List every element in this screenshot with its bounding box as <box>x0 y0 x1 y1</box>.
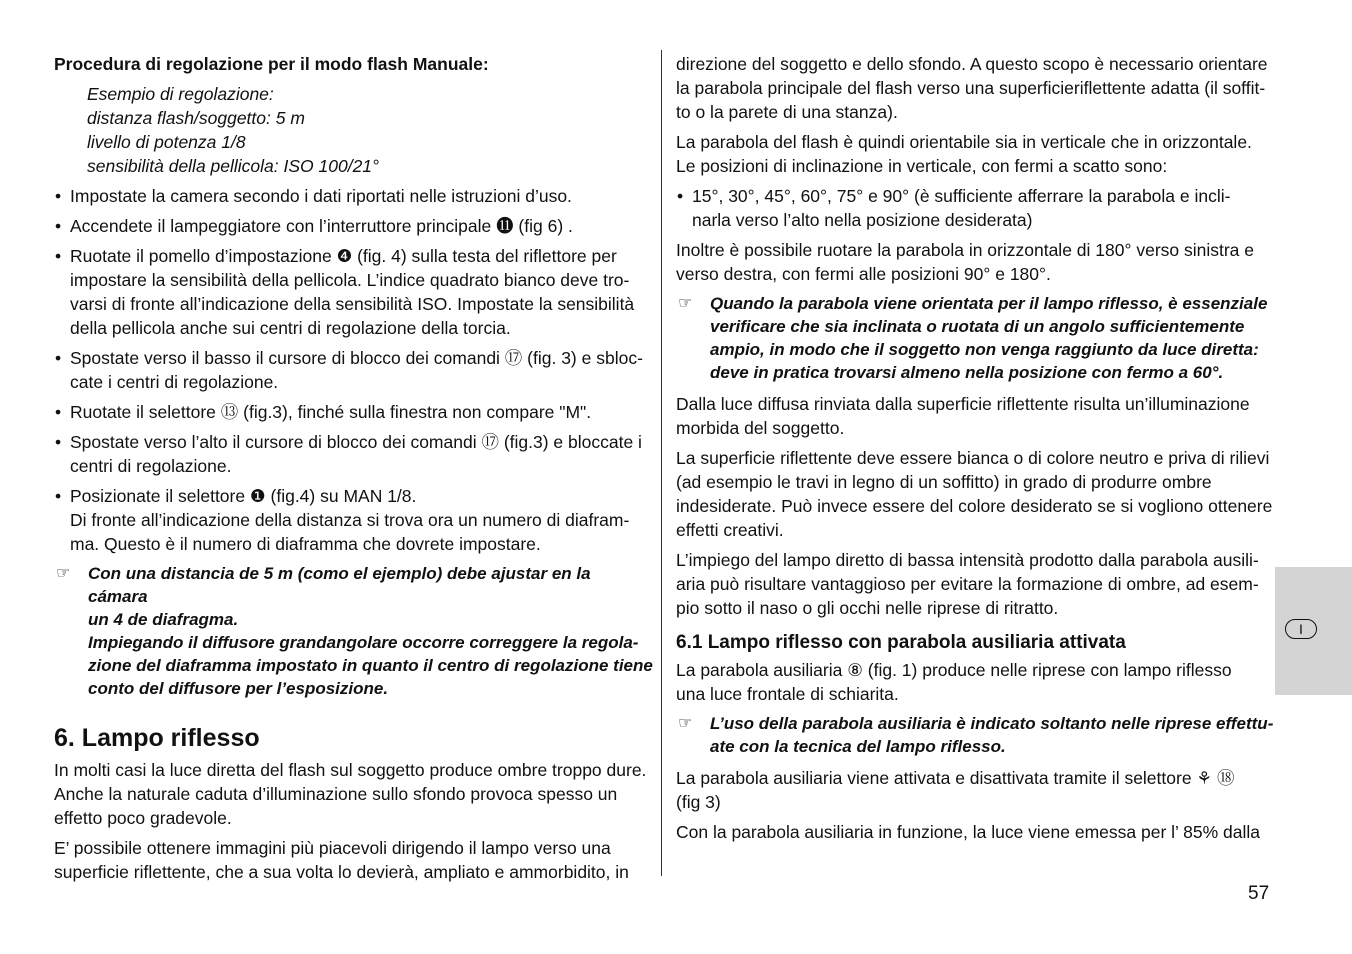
procedure-heading: Procedura di regolazione per il modo flash Manuale: <box>54 54 489 74</box>
list-item: • Accendete il lampeggiatore con l’interruttore principale ⓫ (fig 6) . <box>54 214 654 238</box>
section-title: 6. Lampo riflesso <box>54 724 260 752</box>
paragraph: La parabola ausiliaria viene attivata e disattivata tramite il selettore ⚘ ⑱ (fig 3) <box>676 768 1235 812</box>
example-line: distanza flash/soggetto: 5 m <box>87 108 305 128</box>
list-item: • Ruotate il selettore ⑬ (fig.3), finché sulla finestra non compare "M". <box>54 400 654 424</box>
paragraph: La superficie riflettente deve essere bianca o di colore neutro e priva di rilievi (ad esempio le travi in legno di un soffitto) in grado di produrre ombre indesiderate. Può invece essere del colore desiderato se si vogliono ottenere effetti creativi. <box>676 448 1273 540</box>
language-badge: I <box>1285 619 1317 639</box>
pointing-hand-icon: ☞ <box>678 295 693 312</box>
left-column <box>54 52 654 890</box>
example-line: Esempio di regolazione: <box>87 84 274 104</box>
page-number: 57 <box>1248 883 1270 904</box>
subsection-title: 6.1 Lampo riflesso con parabola ausiliaria attivata <box>676 632 1126 653</box>
paragraph: La parabola del flash è quindi orientabile sia in verticale che in orizzontale. Le posizioni di inclinazione in verticale, con fermi a scatto sono: <box>676 132 1252 176</box>
tilt-positions-list <box>676 184 1274 232</box>
example-line: sensibilità della pellicola: ISO 100/21° <box>87 156 380 176</box>
list-item: • Spostate verso il basso il cursore di blocco dei comandi ⑰ (fig. 3) e sbloc- cate i centri di regolazione. <box>54 346 654 394</box>
pointing-hand-icon: ☞ <box>678 715 693 732</box>
example-settings <box>54 82 654 178</box>
language-tab <box>1275 567 1352 695</box>
note-block: ☞ L’uso della parabola ausiliaria è indicato soltanto nelle riprese effettu- ate con la tecnica del lampo riflesso. <box>678 714 1274 756</box>
note-block: ☞ Quando la parabola viene orientata per il lampo riflesso, è essenziale verificare che sia inclinata o ruotata di un angolo sufficientemente ampio, in modo che il soggetto non venga raggiunto da luce diretta: deve in pratica trovarsi almeno nella posizione con fermo a 60°. <box>678 294 1268 382</box>
paragraph: Dalla luce diffusa rinviata dalla superficie riflettente risulta un’illuminazione morbida del soggetto. <box>676 394 1250 438</box>
list-item: • Spostate verso l’alto il cursore di blocco dei comandi ⑰ (fig.3) e bloccate i centri di regolazione. <box>54 430 654 478</box>
pointing-hand-icon: ☞ <box>56 565 71 582</box>
list-item: • Posizionate il selettore ❶ (fig.4) su MAN 1/8. Di fronte all’indicazione della distanza si trova ora un numero di diafram- ma. Questo è il numero di diaframma che dovrete impostare. <box>54 484 654 556</box>
right-column <box>676 52 1274 850</box>
paragraph: In molti casi la luce diretta del flash sul soggetto produce ombre troppo dure. Anche la naturale caduta d’illuminazione sullo sfondo provoca spesso un effetto poco gradevole. <box>54 760 647 828</box>
paragraph: L’impiego del lampo diretto di bassa intensità prodotto dalla parabola ausili- aria può risultare vantaggioso per evitare la formazione di ombre, ad esem- pio sotto il naso o gli occhi nelle riprese di ritratto. <box>676 550 1259 618</box>
list-item: • Impostate la camera secondo i dati riportati nelle istruzioni d’uso. <box>54 184 654 208</box>
paragraph: E’ possibile ottenere immagini più piacevoli dirigendo il lampo verso una superficie riflettente, che a sua volta lo devierà, ampliato e ammorbidito, in <box>54 838 629 882</box>
list-item: • 15°, 30°, 45°, 60°, 75° e 90° (è sufficiente afferrare la parabola e incli- narla verso l’alto nella posizione desiderata) <box>676 184 1274 232</box>
paragraph: Inoltre è possibile ruotare la parabola in orizzontale di 180° verso sinistra e verso destra, con fermi alle posizioni 90° e 180°. <box>676 240 1255 284</box>
note-block: ☞ Con una distancia de 5 m (como el ejemplo) debe ajustar en la cámara un 4 de diafragma. Impiegando il diffusore grandangolare occorre correggere la regola- zione del diaframma impostato in quanto il centro di regolazione tiene conto del diffusore per l’esposizione. <box>56 564 653 698</box>
paragraph: Con la parabola ausiliaria in funzione, la luce viene emessa per l’ 85% dalla <box>676 822 1261 842</box>
column-divider <box>661 50 662 876</box>
procedure-steps <box>54 184 654 556</box>
list-item: • Ruotate il pomello d’impostazione ❹ (fig. 4) sulla testa del riflettore per impostare la sensibilità della pellicola. L’indice quadrato bianco deve tro- varsi di fronte all’indicazione della sensibilità ISO. Impostate la sensibilità della pellicola anche sui centri di regolazione della torcia. <box>54 244 654 340</box>
paragraph: La parabola ausiliaria ⑧ (fig. 1) produce nelle riprese con lampo riflesso una luce frontale di schiarita. <box>676 660 1232 704</box>
example-line: livello di potenza 1/8 <box>87 132 246 152</box>
paragraph: direzione del soggetto e dello sfondo. A questo scopo è necessario orientare la parabola principale del flash verso una superficieriflettente adatta (il soffit- to o la parete di una stanza). <box>676 54 1268 122</box>
